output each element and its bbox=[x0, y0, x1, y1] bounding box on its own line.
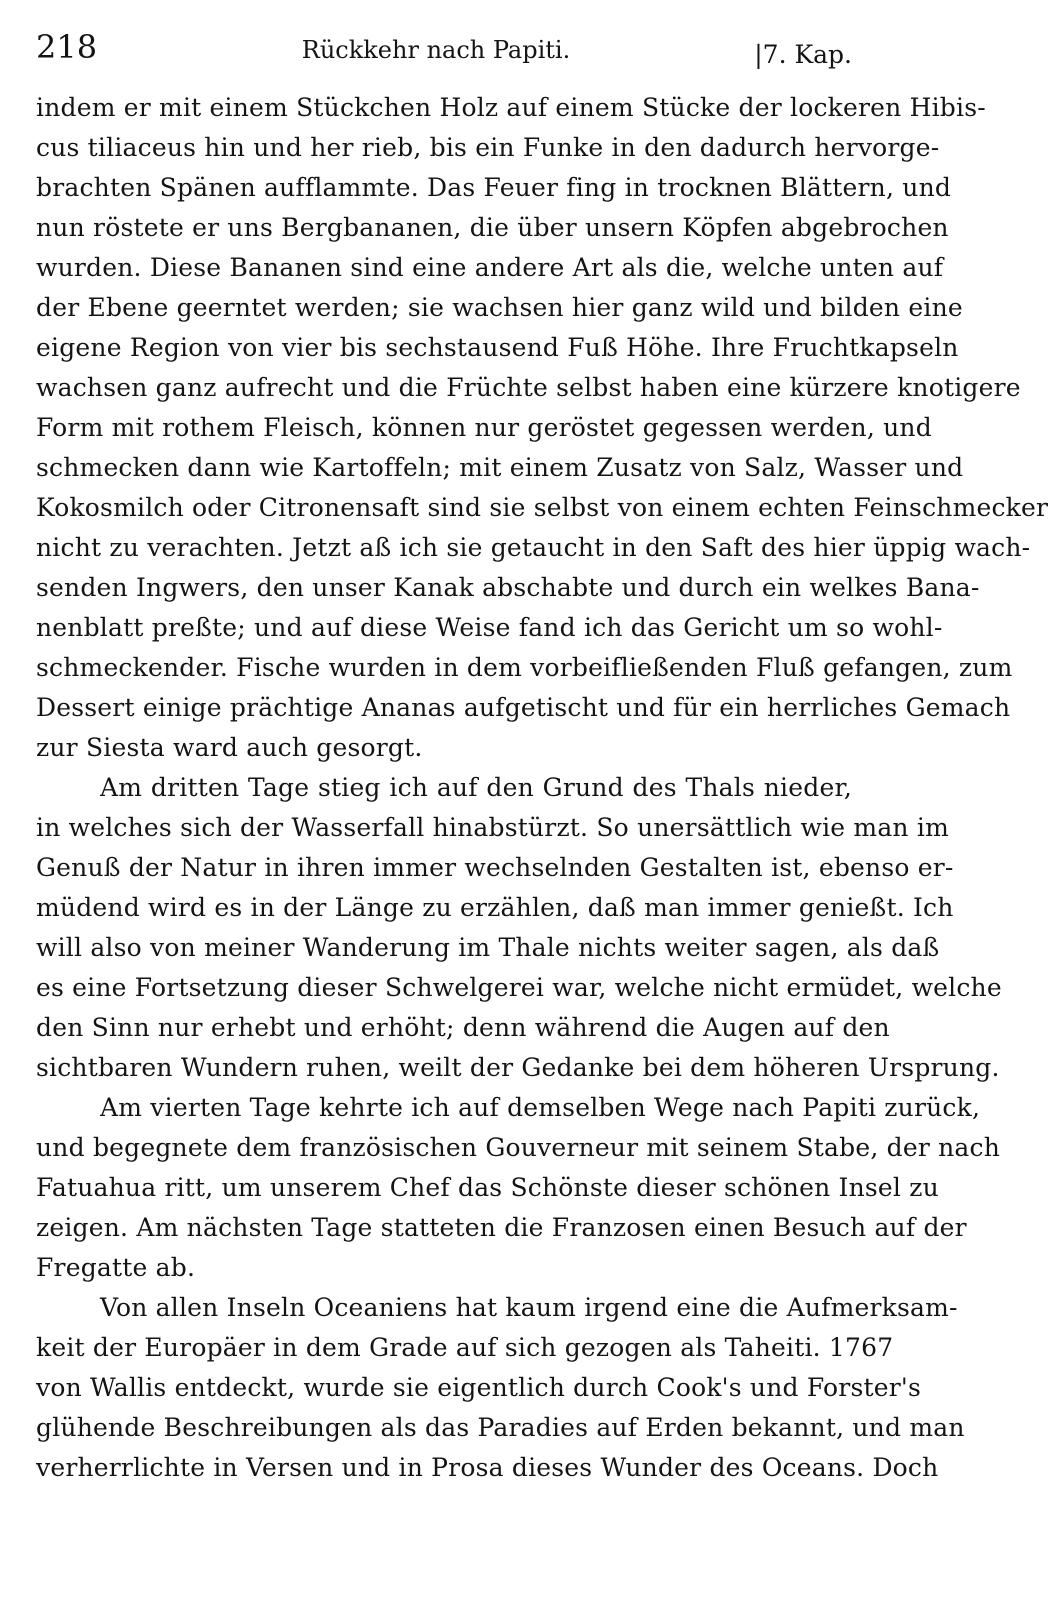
text-line: nicht zu verachten. Jetzt aß ich sie getaucht in den Saft des hier üppig wach- bbox=[36, 533, 1031, 562]
text-line: in welches sich der Wasserfall hinabstürzt. So unersättlich wie man im bbox=[36, 813, 949, 842]
text-line: Am dritten Tage stieg ich auf den Grund des Thals nieder, bbox=[100, 773, 852, 802]
text-line: schmeckender. Fische wurden in dem vorbeifließenden Fluß gefangen, zum bbox=[36, 653, 1013, 682]
text-line: Am vierten Tage kehrte ich auf demselben Wege nach Papiti zurück, bbox=[100, 1093, 981, 1122]
text-line: sichtbaren Wundern ruhen, weilt der Gedanke bei dem höheren Ursprung. bbox=[36, 1053, 1000, 1082]
text-line: cus tiliaceus hin und her rieb, bis ein Funke in den dadurch hervorge- bbox=[36, 133, 940, 162]
text-line: verherrlichte in Versen und in Prosa dieses Wunder des Oceans. Doch bbox=[36, 1453, 939, 1482]
running-title: Rückkehr nach Papiti. bbox=[301, 36, 571, 64]
text-line: indem er mit einem Stückchen Holz auf einem Stücke der lockeren Hibis- bbox=[36, 93, 986, 122]
text-line: den Sinn nur erhebt und erhöht; denn während die Augen auf den bbox=[36, 1013, 890, 1042]
text-line: senden Ingwers, den unser Kanak abschabte und durch ein welkes Bana- bbox=[36, 573, 980, 602]
text-line: Von allen Inseln Oceaniens hat kaum irgend eine die Aufmerksam- bbox=[100, 1293, 958, 1322]
text-line: zeigen. Am nächsten Tage statteten die Franzosen einen Besuch auf der bbox=[36, 1213, 967, 1242]
text-line: es eine Fortsetzung dieser Schwelgerei war, welche nicht ermüdet, welche bbox=[36, 973, 1002, 1002]
text-line: brachten Spänen aufflammte. Das Feuer fing in trocknen Blättern, und bbox=[36, 173, 952, 202]
text-line: Dessert einige prächtige Ananas aufgetischt und für ein herrliches Gemach bbox=[36, 693, 1011, 722]
text-line: Form mit rothem Fleisch, können nur geröstet gegessen werden, und bbox=[36, 413, 932, 442]
text-line: Fatuahua ritt, um unserem Chef das Schönste dieser schönen Insel zu bbox=[36, 1173, 939, 1202]
text-line: nenblatt preßte; und auf diese Weise fand ich das Gericht um so wohl- bbox=[36, 613, 943, 642]
text-line: Genuß der Natur in ihren immer wechselnden Gestalten ist, ebenso er- bbox=[36, 853, 954, 882]
text-line: und begegnete dem französischen Gouverneur mit seinem Stabe, der nach bbox=[36, 1133, 1001, 1162]
text-line: Kokosmilch oder Citronensaft sind sie selbst von einem echten Feinschmecker bbox=[36, 493, 1048, 522]
text-line: nun röstete er uns Bergbananen, die über unsern Köpfen abgebrochen bbox=[36, 213, 949, 242]
text-line: Fregatte ab. bbox=[36, 1253, 196, 1282]
page-number: 218 bbox=[36, 28, 98, 66]
text-line: der Ebene geerntet werden; sie wachsen hier ganz wild und bilden eine bbox=[36, 293, 963, 322]
text-line: zur Siesta ward auch gesorgt. bbox=[36, 733, 423, 762]
text-line: müdend wird es in der Länge zu erzählen, daß man immer genießt. Ich bbox=[36, 893, 954, 922]
page-header bbox=[36, 28, 852, 80]
text-line: glühende Beschreibungen als das Paradies auf Erden bekannt, und man bbox=[36, 1413, 965, 1442]
text-line: von Wallis entdeckt, wurde sie eigentlich durch Cook's und Forster's bbox=[36, 1373, 921, 1402]
page-body-text bbox=[36, 88, 1048, 1488]
text-line: will also von meiner Wanderung im Thale nichts weiter sagen, als daß bbox=[36, 933, 940, 962]
text-line: eigene Region von vier bis sechstausend Fuß Höhe. Ihre Fruchtkapseln bbox=[36, 333, 959, 362]
text-line: keit der Europäer in dem Grade auf sich gezogen als Taheiti. 1767 bbox=[36, 1333, 894, 1362]
text-line: schmecken dann wie Kartoffeln; mit einem Zusatz von Salz, Wasser und bbox=[36, 453, 964, 482]
text-line: wurden. Diese Bananen sind eine andere Art als die, welche unten auf bbox=[36, 253, 944, 282]
chapter-reference: |7. Kap. bbox=[754, 40, 852, 69]
text-line: wachsen ganz aufrecht und die Früchte selbst haben eine kürzere knotigere bbox=[36, 373, 1021, 402]
